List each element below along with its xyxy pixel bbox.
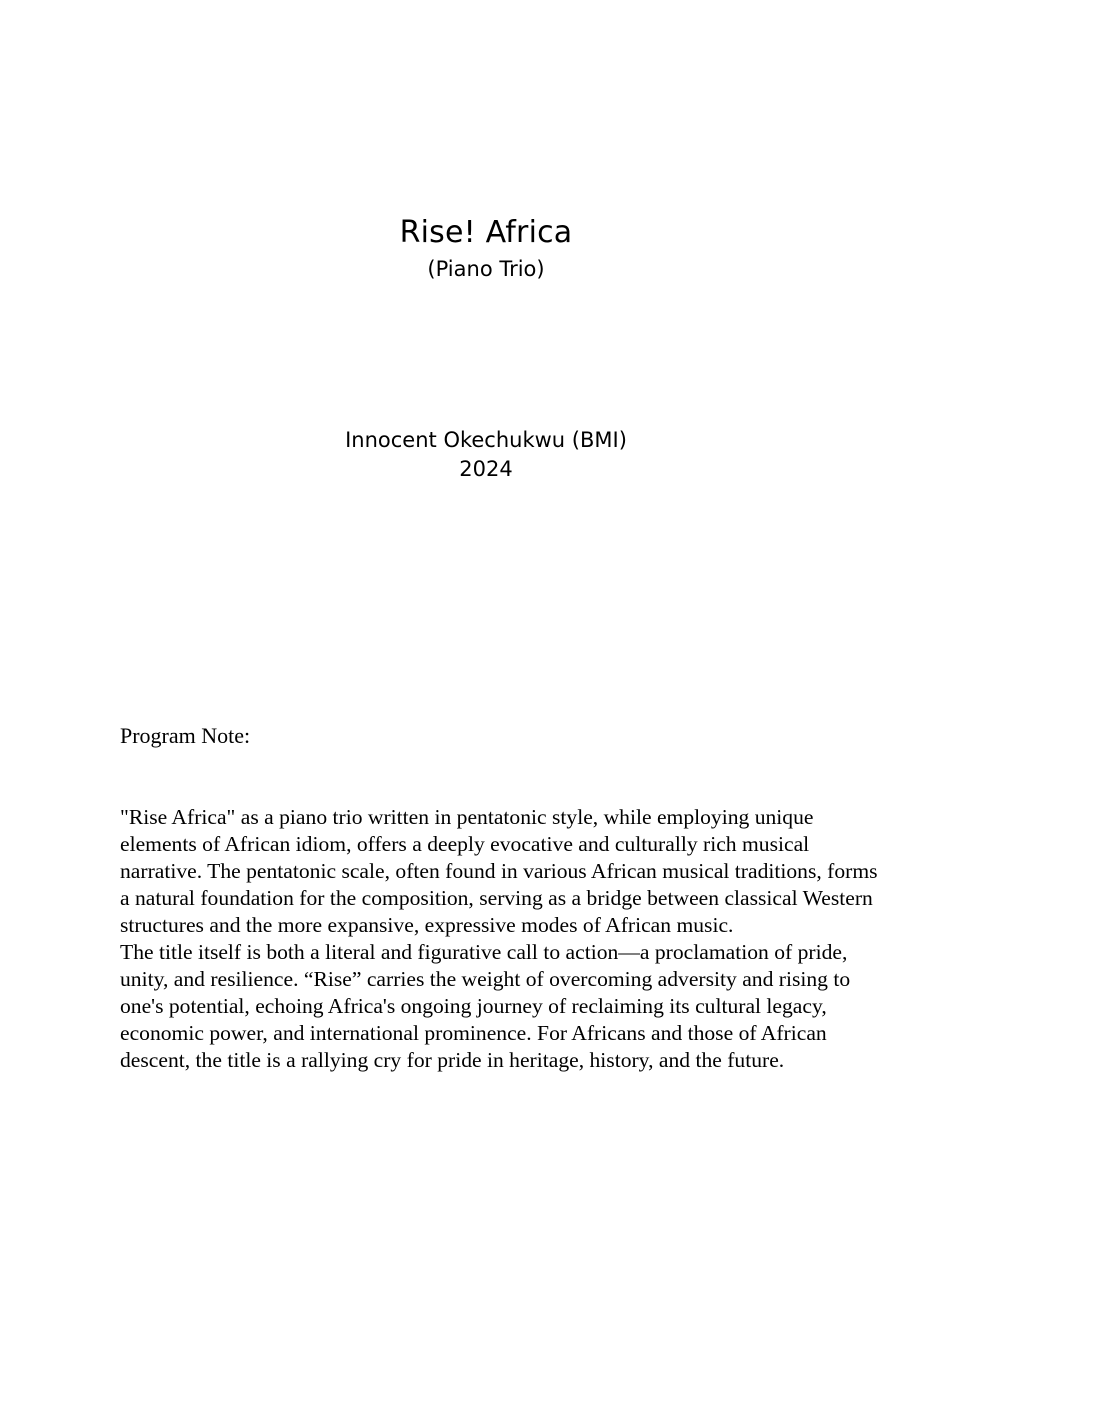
program-note-paragraph: "Rise Africa" as a piano trio written in pentatonic style, while employing unique elements of African idiom, offers a deeply evocative and culturally rich musical narrative. The pentatonic scale, often found in various African musical traditions, forms a natural foundation for the composition, serving as a bridge between classical Western structures and the more expansive, expressive modes of African music. [120,805,878,937]
program-note-heading: Program Note: [120,723,251,748]
composition-year: 2024 [459,457,513,481]
page-title: Rise! Africa [399,215,573,250]
program-note-paragraph: The title itself is both a literal and figurative call to action—a proclamation of pride, unity, and resilience. “Rise” carries the weight of overcoming adversity and rising to one's potential, echoing Africa's ongoing journey of reclaiming its cultural legacy, economic power, and international prominence. For Africans and those of African descent, the title is a rallying cry for pride in heritage, history, and the future. [120,940,851,1072]
title-block [0,212,972,284]
composer-name: Innocent Okechukwu (BMI) [345,428,627,452]
program-note-body [120,804,890,1074]
composer-block [0,426,972,484]
page-subtitle: (Piano Trio) [427,257,545,281]
